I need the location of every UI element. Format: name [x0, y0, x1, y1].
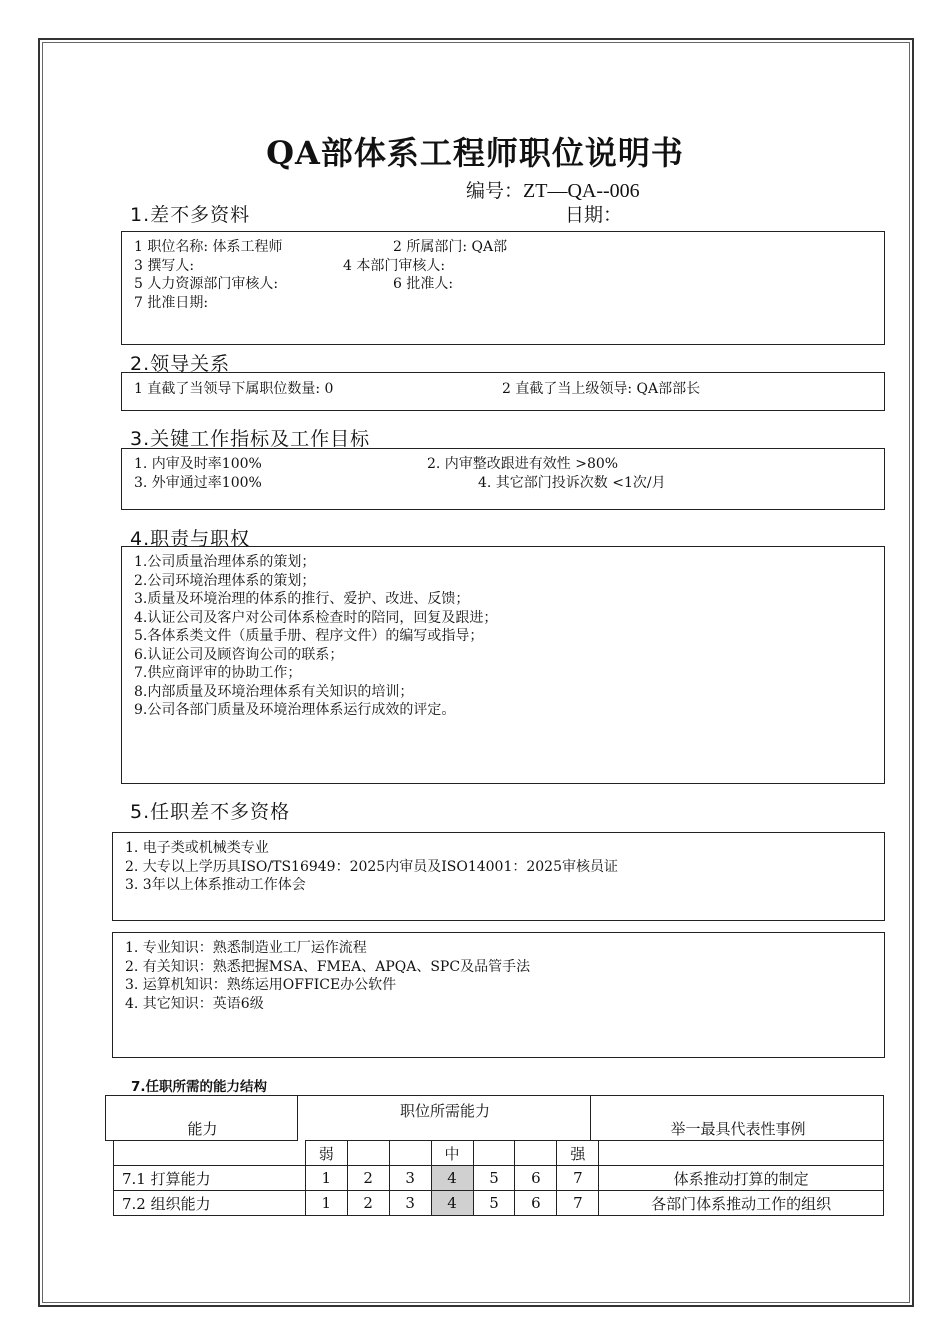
scale-cell: 3 [389, 1191, 431, 1216]
duty-item: 3.质量及环境治理的体系的推行、爱护、改进、反馈； [134, 591, 470, 607]
reporting-box [121, 372, 885, 411]
section-heading-competency: 7.任职所需的能力结构 [131, 1079, 268, 1095]
example-text: 各部门体系推动工作的组织 [599, 1191, 884, 1216]
required-ability-header: 职位所需能力 [399, 1102, 490, 1120]
dept-reviewer: 4 本部门审核人: [343, 257, 446, 274]
document-number [466, 176, 640, 203]
scale-cell: 6 [515, 1166, 557, 1191]
scale-cell: 2 [347, 1191, 389, 1216]
qualification-item: 2. 大专以上学历具ISO/TS16949：2025内审员及ISO14001：2025审核员证 [125, 858, 618, 875]
approval-date: 7 批准日期: [134, 294, 209, 311]
scale-cell: 2 [347, 1166, 389, 1191]
qualification-item: 3. 3年以上体系推动工作体会 [125, 877, 306, 893]
level-strong: 强 [557, 1141, 599, 1166]
scale-cell: 7 [557, 1191, 599, 1216]
document-number-value: ZT—QA--006 [523, 180, 640, 202]
duty-item: 8.内部质量及环境治理体系有关知识的培训； [134, 683, 414, 700]
competency-table [113, 1140, 884, 1216]
scale-cell: 1 [305, 1191, 347, 1216]
department: 2 所属部门: QA部 [393, 239, 508, 255]
scale-cell: 5 [473, 1191, 515, 1216]
duty-item: 1.公司质量治理体系的策划； [134, 554, 316, 570]
kpi-item: 3. 外审通过率100% [134, 474, 262, 491]
hr-reviewer: 5 人力资源部门审核人: [134, 276, 279, 292]
duty-item: 2.公司环境治理体系的策划； [134, 572, 316, 589]
kpi-item: 4. 其它部门投诉次数 <1次/月 [478, 474, 666, 491]
table-row [114, 1166, 884, 1191]
required-header-cell [297, 1095, 591, 1141]
duty-item: 7.供应商评审的协助工作； [134, 665, 302, 681]
section-heading-qualifications: 5.任职差不多资格 [130, 801, 291, 823]
section-heading-kpi: 3.关键工作指标及工作目标 [130, 428, 371, 450]
document-title: QA部体系工程师职位说明书 [266, 134, 684, 172]
direct-superior: 2 直截了当上级领导: QA部部长 [502, 381, 701, 397]
section-heading-duties: 4.职责与职权 [130, 528, 251, 550]
knowledge-item: 3. 运算机知识：熟练运用OFFICE办公软件 [125, 977, 397, 993]
scale-cell: 7 [557, 1166, 599, 1191]
qualifications-box [112, 832, 885, 921]
example-header: 举一最具代表性事例 [670, 1120, 806, 1138]
scale-cell: 6 [515, 1191, 557, 1216]
position-name: 1 职位名称: 体系工程师 [134, 239, 283, 255]
table-row [114, 1191, 884, 1216]
date-label: 日期： [565, 204, 623, 226]
document-number-label: 编号： [466, 180, 524, 202]
duty-item: 4.认证公司及客户对公司体系检查时的陪同，回复及跟进； [134, 609, 498, 626]
kpi-item: 2. 内审整改跟进有效性 >80% [427, 456, 619, 472]
scale-cell-selected: 4 [431, 1191, 473, 1216]
duty-item: 9.公司各部门质量及环境治理体系运行成效的评定。 [134, 702, 456, 718]
section-heading-reporting: 2.领导关系 [130, 353, 231, 375]
duty-item: 5.各体系类文件（质量手册、程序文件）的编写或指导； [134, 628, 484, 644]
ability-name: 7.2 组织能力 [114, 1191, 306, 1216]
ability-name: 7.1 打算能力 [114, 1166, 306, 1191]
duties-box [121, 546, 885, 784]
qualification-item: 1. 电子类或机械类专业 [125, 840, 269, 856]
level-mid: 中 [431, 1141, 473, 1166]
subordinate-count: 1 直截了当领导下属职位数量: 0 [134, 381, 334, 397]
scale-cell: 3 [389, 1166, 431, 1191]
example-header-cell [590, 1095, 884, 1141]
writer: 3 撰写人: [134, 257, 195, 274]
approver: 6 批准人: [393, 276, 454, 292]
section-heading-basic-info: 1.差不多资料 [130, 204, 251, 226]
knowledge-item: 2. 有关知识：熟悉把握MSA、FMEA、APQA、SPC及品管手法 [125, 958, 531, 975]
kpi-item: 1. 内审及时率100% [134, 456, 262, 472]
knowledge-item: 1. 专业知识：熟悉制造业工厂运作流程 [125, 940, 367, 956]
knowledge-box [112, 932, 885, 1058]
level-row [114, 1141, 884, 1166]
level-weak: 弱 [305, 1141, 347, 1166]
knowledge-item: 4. 其它知识：英语6级 [125, 995, 264, 1012]
kpi-box [121, 448, 885, 510]
ability-header-cell [105, 1095, 298, 1141]
scale-cell: 1 [305, 1166, 347, 1191]
example-text: 体系推动打算的制定 [599, 1166, 884, 1191]
scale-cell: 5 [473, 1166, 515, 1191]
scale-cell-selected: 4 [431, 1166, 473, 1191]
basic-info-box [121, 231, 885, 345]
ability-header: 能力 [187, 1120, 218, 1138]
duty-item: 6.认证公司及顾咨询公司的联系； [134, 646, 344, 663]
